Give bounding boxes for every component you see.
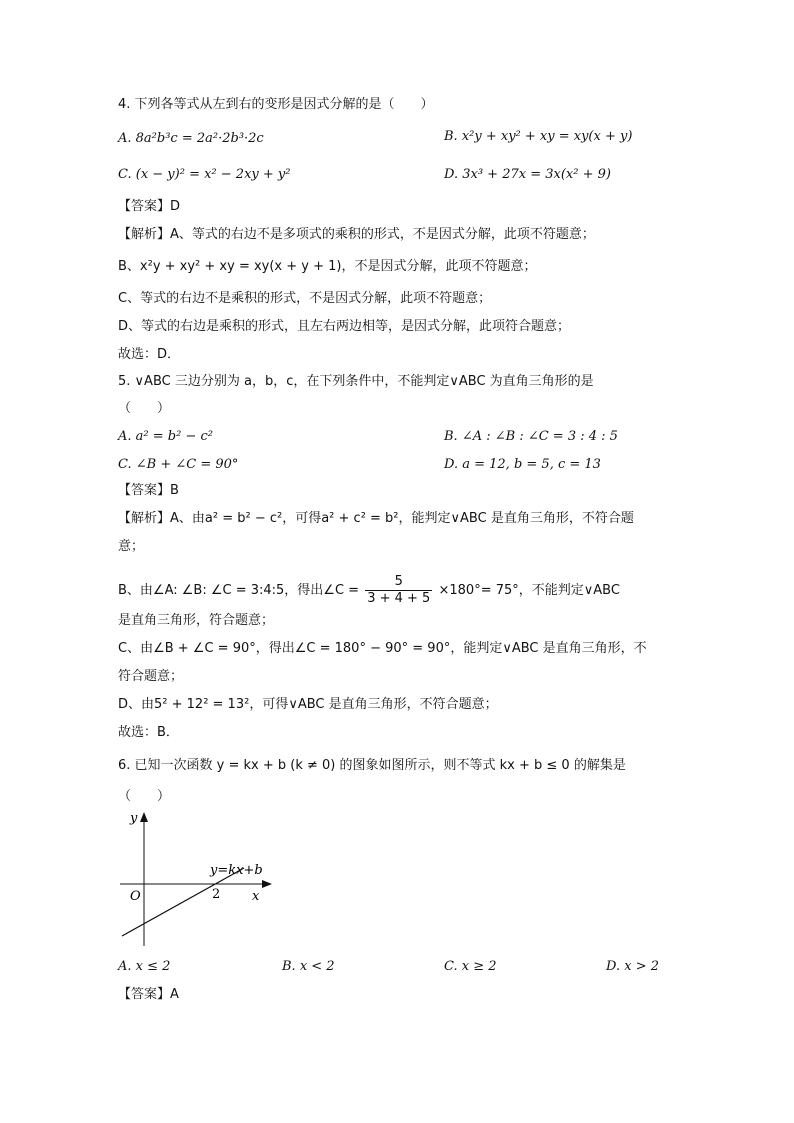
q4-solution-a: 【解析】A、等式的右边不是多项式的乘积的形式，不是因式分解，此项不符题意； bbox=[118, 227, 595, 242]
x-axis-label: x bbox=[252, 889, 260, 904]
q6-paren: （ ） bbox=[118, 789, 171, 804]
q5-solution-c-1: C、由∠B + ∠C = 90°，得出∠C = 180° − 90° = 90°，能判定∨ABC 是直角三角形，不 bbox=[118, 641, 647, 656]
q5-solution-b-pre: B、由∠A: ∠B: ∠C = 3:4:5，得出∠C = bbox=[118, 583, 360, 598]
q4-solution-c: C、等式的右边不是乘积的形式，不是因式分解，此项不符题意； bbox=[118, 291, 492, 306]
q4-option-a: A. 8a²b³c = 2a²·2b³·2c bbox=[118, 131, 264, 146]
q5-solution-b-post: ×180°= 75°，不能判定∨ABC bbox=[438, 583, 620, 598]
x-intercept-label: 2 bbox=[212, 887, 221, 902]
q4-option-b: B. x²y + xy² + xy = xy(x + y) bbox=[444, 129, 633, 144]
q5-solution-b-2: 是直角三角形，符合题意； bbox=[118, 613, 275, 628]
q4-option-c: C. (x − y)² = x² − 2xy + y² bbox=[118, 167, 291, 182]
q5-conclusion: 故选：B． bbox=[118, 725, 179, 740]
q6-option-a: A. x ≤ 2 bbox=[118, 959, 171, 974]
y-axis-arrow bbox=[140, 812, 148, 822]
q4-solution-b: B、x²y + xy² + xy = xy(x + y + 1)，不是因式分解，此项不符题意； bbox=[118, 259, 537, 274]
q5-question: 5. ∨ABC 三边分别为 a，b，c，在下列条件中，不能判定∨ABC 为直角三角形的是 bbox=[118, 374, 594, 389]
q6-option-b: B. x < 2 bbox=[282, 959, 335, 974]
x-axis-arrow bbox=[262, 880, 272, 888]
q5-answer: 【答案】B bbox=[118, 483, 179, 498]
q6-question: 6. 已知一次函数 y = kx + b (k ≠ 0) 的图象如图所示，则不等式 kx + b ≤ 0 的解集是 bbox=[118, 758, 626, 773]
q5-solution-c-2: 符合题意； bbox=[118, 669, 184, 684]
q4-question: 4. 下列各等式从左到右的变形是因式分解的是（ ） bbox=[118, 97, 434, 112]
q6-graph-svg bbox=[116, 808, 276, 948]
q5-fraction-numerator: 5 bbox=[394, 574, 403, 589]
q5-fraction bbox=[365, 574, 432, 607]
q5-option-c: C. ∠B + ∠C = 90° bbox=[118, 457, 239, 472]
q6-answer: 【答案】A bbox=[118, 987, 179, 1002]
y-axis-label: y bbox=[130, 811, 138, 826]
q5-solution-b-1 bbox=[118, 574, 620, 607]
function-label: y=kx+b bbox=[210, 863, 263, 878]
q5-paren: （ ） bbox=[118, 401, 171, 416]
q4-option-d: D. 3x³ + 27x = 3x(x² + 9) bbox=[444, 167, 611, 182]
q5-solution-d: D、由5² + 12² = 13²，可得∨ABC 是直角三角形，不符合题意； bbox=[118, 697, 498, 712]
q5-solution-a-2: 意； bbox=[118, 539, 145, 554]
q6-option-d: D. x > 2 bbox=[606, 959, 659, 974]
q5-option-a: A. a² = b² − c² bbox=[118, 429, 213, 444]
q5-fraction-denominator: 3 + 4 + 5 bbox=[367, 591, 431, 606]
q5-option-b: B. ∠A : ∠B : ∠C = 3 : 4 : 5 bbox=[444, 429, 618, 444]
q6-function-graph bbox=[116, 808, 276, 948]
q4-answer: 【答案】D bbox=[118, 199, 181, 214]
q5-option-d: D. a = 12, b = 5, c = 13 bbox=[444, 457, 601, 472]
q5-solution-a-1: 【解析】A、由a² = b² − c²，可得a² + c² = b²，能判定∨ABC 是直角三角形，不符合题 bbox=[118, 511, 634, 526]
q6-option-c: C. x ≥ 2 bbox=[444, 959, 497, 974]
q4-solution-d: D、等式的右边是乘积的形式，且左右两边相等，是因式分解，此项符合题意； bbox=[118, 319, 571, 334]
q4-conclusion: 故选：D． bbox=[118, 347, 181, 362]
origin-label: O bbox=[130, 889, 141, 904]
